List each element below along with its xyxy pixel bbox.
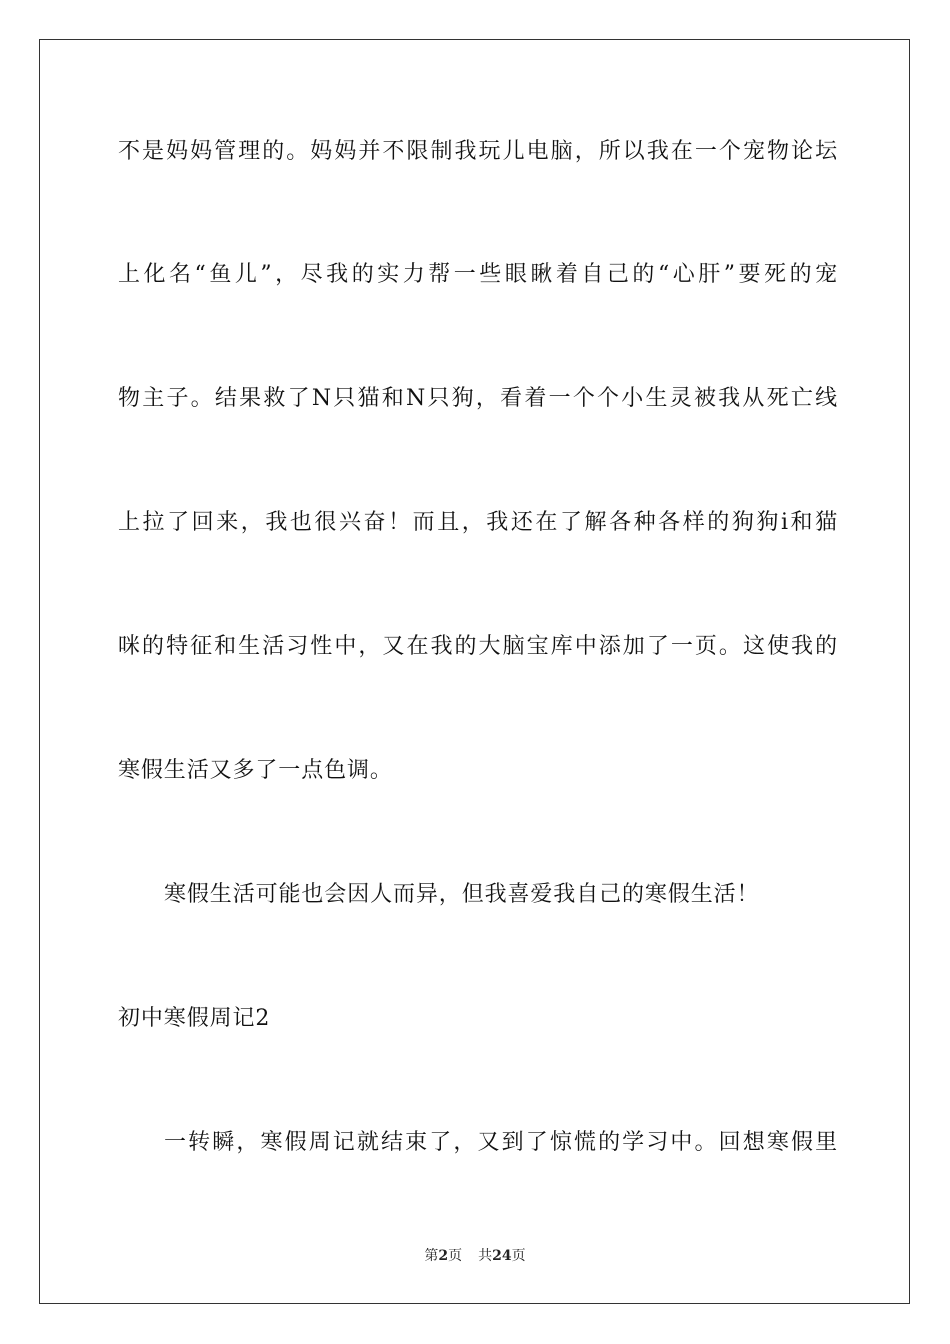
page-footer [0, 1246, 950, 1266]
text-line: 咪的特征和生活习性中，又在我的大脑宝库中添加了一页。这使我的 [118, 634, 838, 659]
text-line: 寒假生活又多了一点色调。 [118, 758, 393, 783]
page-number: 2 [438, 1248, 449, 1264]
page-border [39, 39, 910, 1304]
text-line: 上拉了回来，我也很兴奋！而且，我还在了解各种各样的狗狗i和猫 [118, 510, 838, 535]
paragraph-line: 寒假生活可能也会因人而异，但我喜爱我自己的寒假生活！ [164, 882, 760, 907]
section-heading: 初中寒假周记2 [118, 1006, 271, 1031]
page-suffix: 页 [448, 1248, 463, 1264]
total-suffix: 页 [511, 1248, 526, 1264]
total-prefix: 共 [478, 1248, 493, 1264]
text-line: 物主子。结果救了N只猫和N只狗，看着一个个小生灵被我从死亡线 [118, 386, 838, 411]
text-line: 不是妈妈管理的。妈妈并不限制我玩儿电脑，所以我在一个宠物论坛 [118, 139, 838, 164]
page-prefix: 第 [424, 1248, 439, 1264]
text-line: 上化名“鱼儿”，尽我的实力帮一些眼瞅着自己的“心肝”要死的宠 [118, 262, 838, 287]
total-pages: 24 [492, 1248, 512, 1264]
paragraph-line: 一转瞬，寒假周记就结束了，又到了惊慌的学习中。回想寒假里 [164, 1130, 838, 1155]
